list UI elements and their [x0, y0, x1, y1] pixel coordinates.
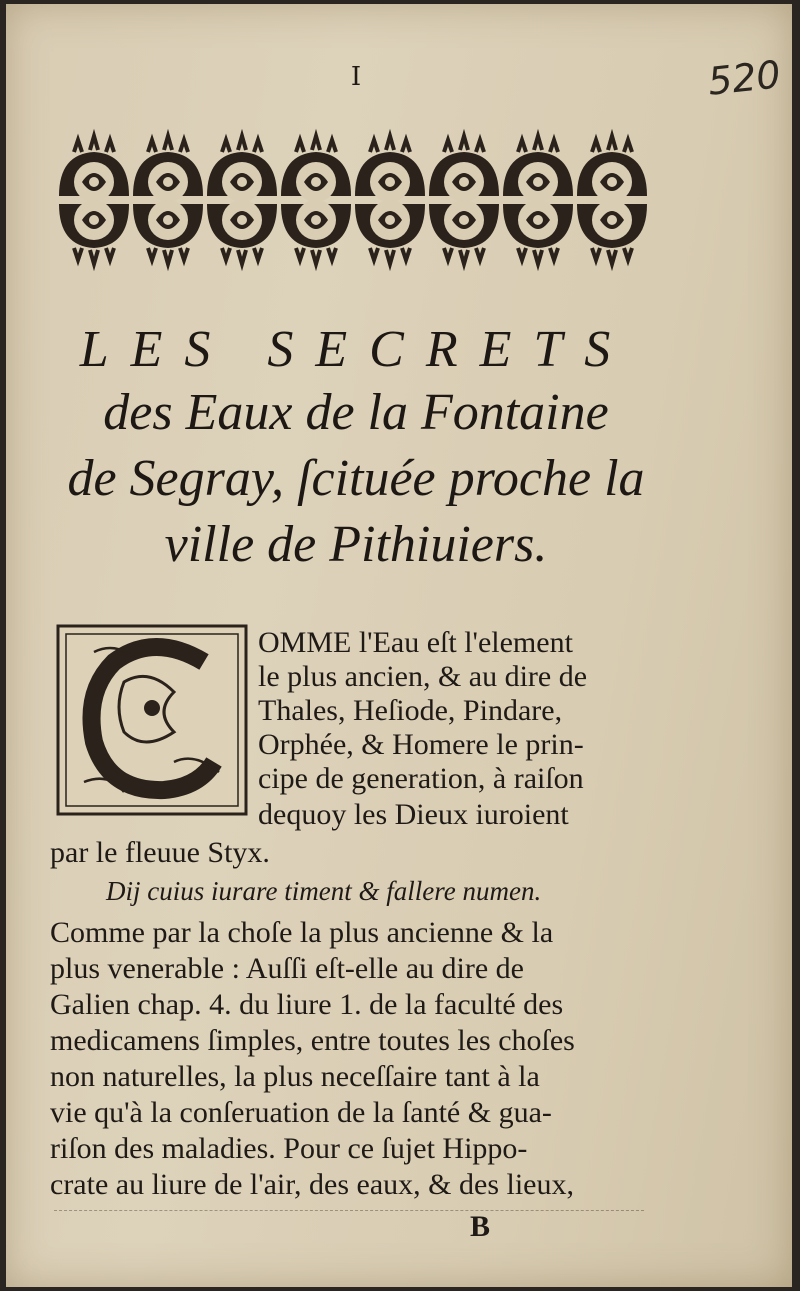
para2-line-6: vie qu'à la conſeruation de la ſanté & gua- [50, 1096, 552, 1129]
handwritten-annotation: 520 [705, 52, 783, 104]
para2-line-7: riſon des maladies. Pour ce ſujet Hippo- [50, 1132, 528, 1165]
para1-line-2: le plus ancien, & au dire de [258, 660, 588, 693]
page-number: I [350, 62, 362, 92]
title-line-1: LES SECRETS [79, 321, 633, 378]
chapter-title [46, 320, 666, 578]
para1-line-7: par le fleuue Styx. [50, 836, 270, 869]
title-line-3: de Segray, ſcituée proche la [67, 450, 645, 507]
para2-line-2: plus venerable : Auſſi eſt-elle au dire de [50, 952, 524, 985]
para2-line-5: non naturelles, la plus neceſſaire tant à la [50, 1060, 540, 1093]
title-line-4: ville de Pithiuiers. [164, 516, 548, 573]
ornamental-headpiece [54, 120, 648, 288]
decorated-initial-c [54, 622, 250, 818]
para1-line-3: Thales, Heſiode, Pindare, [258, 694, 563, 727]
para1-line-1: OMME l'Eau eſt l'element [258, 626, 573, 659]
latin-quotation: Dij cuius iurare timent & fallere numen. [106, 876, 542, 906]
para2-line-3: Galien chap. 4. du liure 1. de la faculté des [50, 988, 564, 1021]
bottom-rule [54, 1210, 644, 1211]
para2-line-8: crate au liure de l'air, des eaux, & des lieux, [50, 1168, 574, 1201]
signature-mark: B [470, 1210, 491, 1243]
para2-line-1: Comme par la choſe la plus ancienne & la [50, 916, 554, 949]
para1-line-5: cipe de generation, à raiſon [258, 762, 584, 795]
para2-line-4: medicamens ſimples, entre toutes les choſes [50, 1024, 575, 1057]
para1-line-4: Orphée, & Homere le prin- [258, 728, 584, 761]
para1-line-6: dequoy les Dieux iuroient [258, 798, 569, 831]
title-line-2: des Eaux de la Fontaine [103, 384, 609, 441]
book-page [6, 4, 792, 1287]
